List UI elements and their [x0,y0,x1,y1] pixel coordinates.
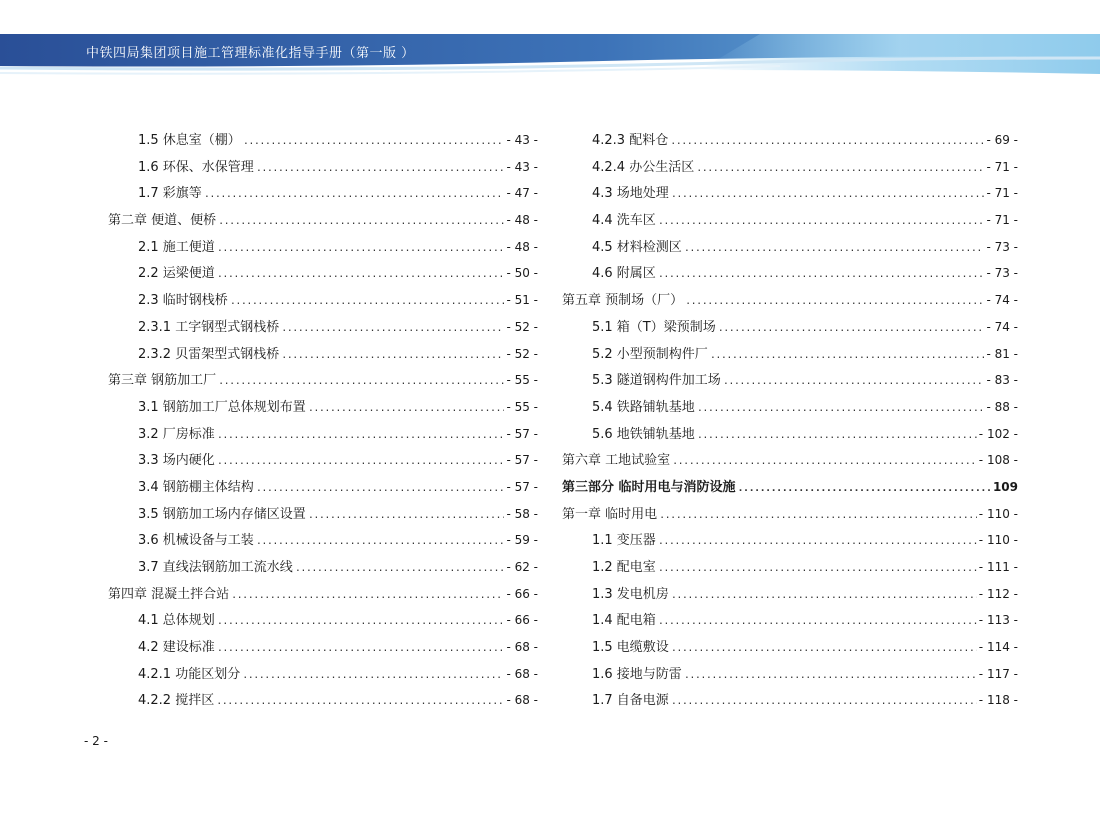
toc-entry[interactable] [562,287,1018,314]
toc-entry-page: - 71 - [986,159,1018,174]
toc-entry-page: - 68 - [506,640,538,655]
toc-leader-dots [684,663,977,690]
toc-entry-page: - 73 - [986,239,1018,254]
toc-entry-page: - 114 - [978,640,1018,655]
toc-entry-page: - 88 - [986,399,1018,414]
toc-entry-page: - 69 - [986,133,1018,147]
toc-entry-label: 2.3 临时钢栈桥 [138,293,228,309]
toc-entry-label: 4.2.3 配料仓 [592,133,669,148]
toc-entry-label: 5.2 小型预制构件厂 [592,346,708,362]
toc-entry-page: - 57 - [506,479,538,494]
toc-leader-dots [308,503,505,530]
toc-leader-dots [217,262,505,289]
toc-leader-dots [671,689,977,716]
toc-entry[interactable] [108,127,538,154]
toc-entry-label: 1.7 自备电源 [592,693,669,709]
toc-entry-label: 1.5 电缆敷设 [592,640,669,656]
toc-entry[interactable] [108,341,538,368]
toc-entry-label: 3.7 直线法钢筋加工流水线 [138,560,293,575]
toc-entry-page: - 48 - [506,239,538,254]
toc-leader-dots [710,343,985,370]
toc-entry-label: 4.2 建设标准 [138,640,215,656]
toc-entry-page: - 55 - [506,399,538,414]
toc-entry-page: - 74 - [986,293,1018,308]
toc-entry-page: - 118 - [978,693,1018,708]
toc-entry-page: - 73 - [986,266,1018,281]
toc-entry-label: 4.2.4 办公生活区 [592,159,695,175]
toc-entry-page: - 68 - [506,666,538,681]
toc-entry[interactable] [562,447,1018,474]
toc-entry-page: - 48 - [506,213,538,228]
toc-leader-dots [671,583,977,610]
toc-entry-label: 2.3.2 贝雷架型式钢栈桥 [138,346,280,362]
toc-entry-page: - 74 - [986,319,1018,334]
toc-entry[interactable] [108,607,538,634]
toc-entry-page: - 110 - [978,533,1018,548]
toc-entry-label: 2.3.1 工字钢型式钢栈桥 [138,319,280,335]
toc-entry-label: 5.3 隧道钢构件加工场 [592,373,721,389]
toc-entry-label: 3.1 钢筋加工厂总体规划布置 [138,399,306,415]
toc-entry[interactable] [108,634,538,661]
toc-entry-page: - 50 - [506,266,538,281]
toc-leader-dots [281,316,504,343]
header-title: 中铁四局集团项目施工管理标准化指导手册（第一版 ） [86,46,415,61]
toc-leader-dots [671,182,985,209]
toc-left-column [108,127,538,714]
toc-entry-page: - 102 - [978,426,1018,441]
toc-entry[interactable] [108,527,538,554]
toc-entry[interactable] [562,154,1018,181]
toc-leader-dots [256,476,505,503]
toc-entry-page: - 112 - [978,586,1018,601]
toc-entry[interactable] [562,180,1018,207]
toc-entry[interactable] [108,180,538,207]
toc-entry-page: - 43 - [506,133,538,147]
toc-entry-page: - 58 - [506,506,538,521]
toc-leader-dots [658,556,977,583]
toc-entry-label: 5.4 铁路铺轨基地 [592,399,695,415]
toc-entry[interactable] [562,394,1018,421]
toc-leader-dots [658,262,985,289]
toc-leader-dots [217,636,505,663]
page-header [0,0,1100,80]
toc-leader-dots [204,182,505,209]
toc-entry-label: 第一章 临时用电 [562,506,658,522]
toc-leader-dots [218,369,504,396]
toc-entry-label: 3.4 钢筋棚主体结构 [138,479,254,495]
toc-leader-dots [242,663,504,690]
toc-entry-label: 第五章 预制场（厂） [562,293,684,309]
toc-entry[interactable] [562,607,1018,634]
toc-leader-dots [723,369,985,396]
toc-entry-label: 1.6 环保、水保管理 [138,159,254,175]
toc-entry-label: 1.3 发电机房 [592,586,669,602]
toc-entry-label: 4.1 总体规划 [138,613,215,629]
toc-entry-page: - 113 - [978,613,1018,628]
toc-entry[interactable] [108,260,538,287]
toc-entry-label: 4.4 洗车区 [592,213,656,229]
toc-entry[interactable] [562,527,1018,554]
toc-leader-dots [670,129,984,156]
toc-entry[interactable] [108,661,538,688]
toc-entry-page: - 68 - [506,693,538,708]
toc-entry-label: 第四章 混凝土拌合站 [108,586,230,602]
toc-leader-dots [217,609,505,636]
toc-entry[interactable] [108,687,538,714]
toc-leader-dots [216,689,504,716]
toc-entry-label: 第六章 工地试验室 [562,453,671,469]
toc-entry-label: 2.2 运梁便道 [138,266,215,282]
toc-leader-dots [697,396,985,423]
toc-entry[interactable] [562,314,1018,341]
toc-leader-dots [217,236,505,263]
toc-entry[interactable] [108,447,538,474]
toc-entry[interactable] [108,234,538,261]
toc-entry-page: - 52 - [506,319,538,334]
toc-leader-dots [685,289,984,316]
page-number: - 2 - [84,734,108,748]
toc-entry[interactable] [562,687,1018,714]
toc-entry-label: 3.6 机械设备与工装 [138,533,254,549]
toc-entry-label: 4.6 附属区 [592,266,656,282]
toc-entry-label: 1.7 彩旗等 [138,186,202,202]
toc-leader-dots [308,396,505,423]
toc-entry-page: - 66 - [506,613,538,628]
toc-leader-dots [659,503,977,530]
toc-entry-label: 4.5 材料检测区 [592,239,682,255]
toc-entry[interactable] [562,127,1018,154]
toc-entry-label: 3.5 钢筋加工场内存储区设置 [138,506,306,522]
toc-entry[interactable] [562,474,1018,501]
toc-entry-page: - 62 - [506,560,538,574]
toc-entry[interactable] [108,154,538,181]
toc-leader-dots [243,129,505,156]
toc-leader-dots [684,236,985,263]
toc-entry[interactable] [108,207,538,234]
toc-entry-label: 5.6 地铁铺轨基地 [592,426,695,442]
toc-entry[interactable] [562,554,1018,581]
toc-entry-page: - 59 - [506,533,538,548]
toc-entry-label: 1.6 接地与防雷 [592,666,682,682]
toc-leader-dots [718,316,985,343]
toc-entry-label: 4.2.2 搅拌区 [138,693,215,709]
toc-entry-page: - 57 - [506,453,538,468]
toc-entry[interactable] [108,581,538,608]
toc-entry[interactable] [562,341,1018,368]
toc-leader-dots [217,423,505,450]
toc-leader-dots [658,209,985,236]
toc-entry[interactable] [562,234,1018,261]
toc-entry-page: - 108 - [978,453,1018,468]
toc-entry-page: - 57 - [506,426,538,441]
toc-entry[interactable] [562,661,1018,688]
toc-entry-label: 4.2.1 功能区划分 [138,666,241,682]
toc-leader-dots [231,583,504,610]
toc-entry-page: - 71 - [986,186,1018,201]
toc-leader-dots [256,529,505,556]
header-banner [0,0,1100,80]
toc-entry[interactable] [108,554,538,581]
toc-entry[interactable] [108,287,538,314]
toc-entry[interactable] [562,260,1018,287]
toc-leader-dots [230,289,505,316]
toc-entry[interactable] [108,501,538,528]
toc-entry-page: - 43 - [506,159,538,174]
toc-entry-label: 第三章 钢筋加工厂 [108,373,217,389]
toc-entry[interactable] [562,207,1018,234]
toc-leader-dots [738,476,991,503]
toc-entry-page: - 52 - [506,346,538,361]
toc-entry-page: - 83 - [986,373,1018,388]
toc-entry[interactable] [562,367,1018,394]
toc-entry-page: - 55 - [506,373,538,388]
toc-leader-dots [672,449,977,476]
toc-leader-dots [217,449,505,476]
toc-entry[interactable] [108,474,538,501]
toc-leader-dots [295,556,505,583]
toc-right-column [562,127,1018,714]
toc-leader-dots [658,609,977,636]
toc-entry[interactable] [108,367,538,394]
toc-leader-dots [697,423,977,450]
toc-leader-dots [281,343,504,370]
toc-entry-page: - 117 - [978,666,1018,681]
toc-entry-page: - 81 - [986,346,1018,361]
toc-entry[interactable] [562,634,1018,661]
toc-entry-label: 1.4 配电箱 [592,613,656,629]
toc-entry-label: 4.3 场地处理 [592,186,669,202]
toc-entry[interactable] [108,314,538,341]
toc-entry[interactable] [108,421,538,448]
toc-entry-label: 第三部分 临时用电与消防设施 [562,479,736,495]
toc-entry[interactable] [108,394,538,421]
toc-entry-page: - 51 - [506,293,538,308]
toc-entry-page: - 110 - [978,506,1018,521]
toc-entry-label: 1.2 配电室 [592,560,656,575]
toc-entry[interactable] [562,421,1018,448]
toc-entry-page: - 47 - [506,186,538,201]
toc-entry-page: - 71 - [986,213,1018,228]
toc-leader-dots [696,156,984,183]
toc-entry-page: - 66 - [506,586,538,601]
toc-entry-label: 1.1 变压器 [592,533,656,549]
toc-entry-page: 109 [992,479,1018,494]
toc-entry-label: 3.3 场内硬化 [138,453,215,469]
toc-entry-label: 3.2 厂房标准 [138,426,215,442]
toc-leader-dots [256,156,505,183]
toc-entry[interactable] [562,501,1018,528]
toc-leader-dots [671,636,977,663]
toc-entry-label: 5.1 箱（T）梁预制场 [592,319,716,335]
toc-entry-page: - 111 - [978,560,1018,574]
toc-entry-label: 2.1 施工便道 [138,239,215,255]
toc-entry[interactable] [562,581,1018,608]
toc-leader-dots [658,529,977,556]
toc-leader-dots [218,209,504,236]
toc-entry-label: 1.5 休息室（棚） [138,133,241,148]
toc-entry-label: 第二章 便道、便桥 [108,213,217,229]
